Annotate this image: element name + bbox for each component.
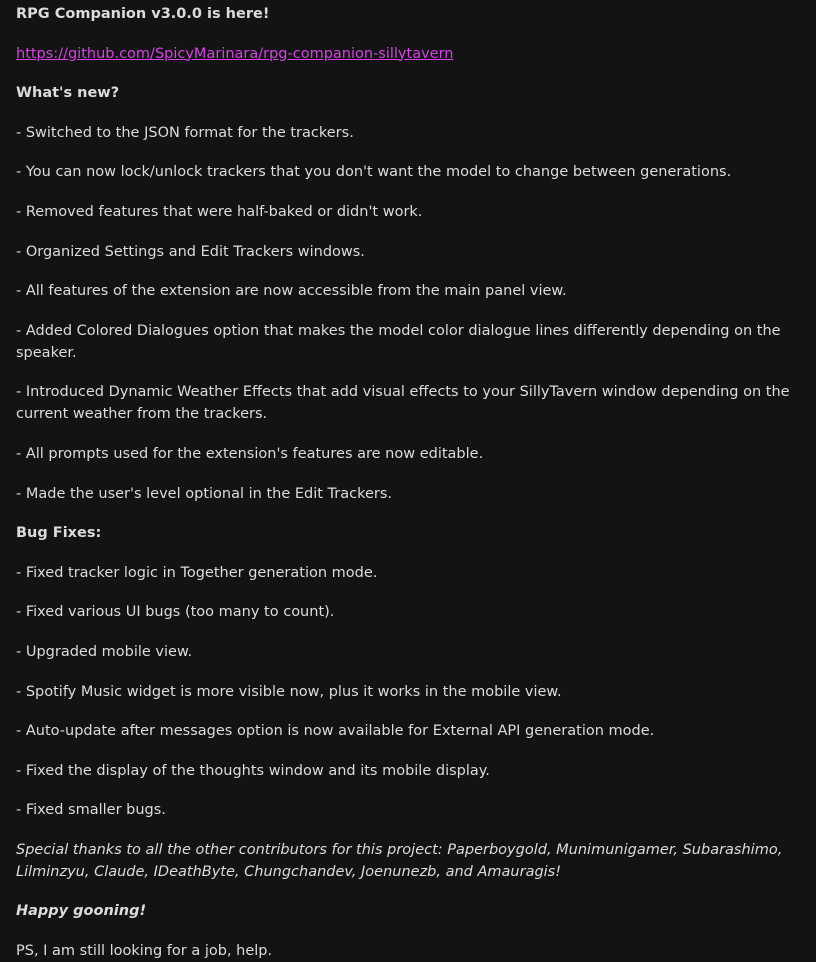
list-item: - Made the user's level optional in the Edit Trackers. bbox=[16, 485, 393, 502]
github-link[interactable]: https://github.com/SpicyMarinara/rpg-companion-sillytavern bbox=[16, 45, 454, 62]
ps-text: PS, I am still looking for a job, help. bbox=[16, 943, 273, 960]
list-item: - Removed features that were half-baked or didn't work. bbox=[16, 203, 423, 220]
list-item: - Auto-update after messages option is now available for External API generation mode. bbox=[16, 723, 655, 740]
list-item: - Introduced Dynamic Weather Effects that add visual effects to your SillyTavern window depending on the current weather from the trackers. bbox=[16, 384, 790, 423]
list-item: - All prompts used for the extension's features are now editable. bbox=[16, 445, 484, 462]
list-item: - Switched to the JSON format for the trackers. bbox=[16, 124, 354, 141]
list-item: - Fixed various UI bugs (too many to count). bbox=[16, 604, 335, 621]
whats-new-heading: What's new? bbox=[16, 85, 120, 102]
bug-fixes-heading: Bug Fixes: bbox=[16, 525, 102, 542]
list-item: - Upgraded mobile view. bbox=[16, 643, 193, 660]
list-item: - Spotify Music widget is more visible now, plus it works in the mobile view. bbox=[16, 683, 562, 700]
list-item: - Added Colored Dialogues option that makes the model color dialogue lines differently depending on the speaker. bbox=[16, 322, 781, 361]
closing-text: Happy gooning! bbox=[16, 903, 147, 920]
thanks-text: Special thanks to all the other contributors for this project: Paperboygold, Munimunigamer, Subarashimo, Lilminzyu, Claude, IDeathByte, Chungchandev, Joenunezb, and Amauragis! bbox=[16, 841, 783, 880]
list-item: - All features of the extension are now accessible from the main panel view. bbox=[16, 283, 567, 300]
list-item: - Fixed tracker logic in Together generation mode. bbox=[16, 564, 378, 581]
list-item: - Fixed smaller bugs. bbox=[16, 802, 166, 819]
list-item: - Organized Settings and Edit Trackers windows. bbox=[16, 243, 365, 260]
release-title: RPG Companion v3.0.0 is here! bbox=[16, 6, 270, 22]
list-item: - You can now lock/unlock trackers that you don't want the model to change between generations. bbox=[16, 164, 732, 181]
list-item: - Fixed the display of the thoughts window and its mobile display. bbox=[16, 762, 490, 779]
